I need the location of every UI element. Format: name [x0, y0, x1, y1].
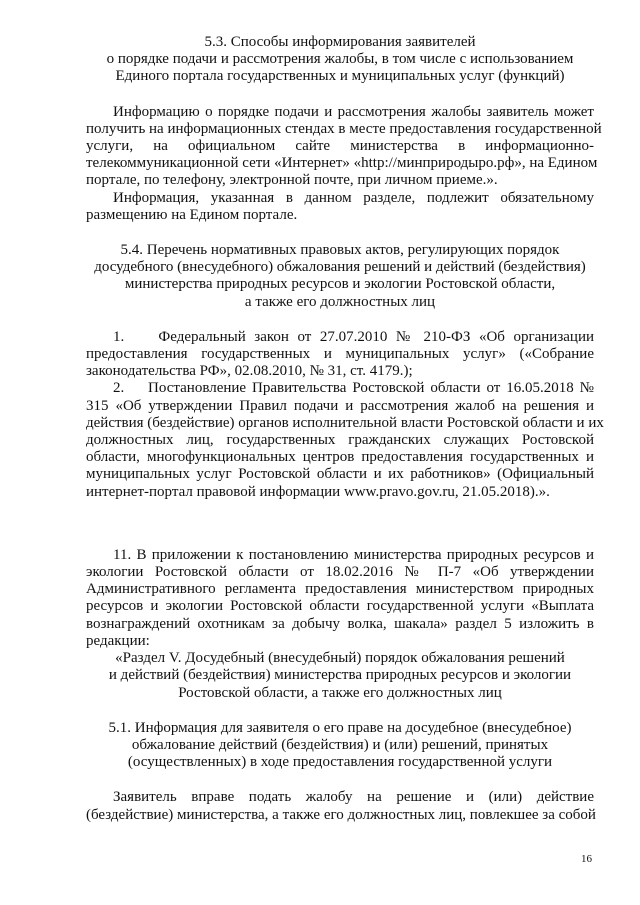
heading-line: 5.3. Способы информирования заявителей	[204, 34, 476, 50]
text-line: области, многофункциональных центров предоставления государственных и	[86, 449, 594, 466]
text-line: 315 «Об утверждении Правил подачи и рассмотрения жалоб на решения и	[86, 397, 594, 414]
text-line: Информацию о порядке подачи и рассмотрения жалобы заявитель может	[113, 103, 594, 120]
text-line: экологии Ростовской области от 18.02.2016 № П-7 «Об утверждении	[86, 564, 594, 581]
heading-line: 5.4. Перечень нормативных правовых актов, регулирующих порядок	[120, 242, 560, 259]
text-line: предоставления государственных и муниципальных услуг» («Собрание	[86, 346, 594, 363]
text-line: портале, по телефону, электронной почте, при личном приеме.».	[86, 172, 498, 189]
text-line: Информация, указанная в данном разделе, подлежит обязательному	[113, 189, 594, 206]
text-line: (бездействие) министерства, а также его должностных лиц, повлекшее за собой	[86, 806, 596, 823]
text-line: 11. В приложении к постановлению министерства природных ресурсов и	[113, 546, 594, 563]
heading-line: министерства природных ресурсов и экологии Ростовской области,	[124, 276, 556, 293]
text-line: получить на информационных стендах в месте предоставления государственной	[86, 120, 602, 137]
text-line: Заявитель вправе подать жалобу на решение и (или) действие	[113, 789, 594, 806]
text-line: действия (бездействие) органов исполнительной власти Ростовской области и их	[86, 414, 604, 431]
section-5-4-heading	[86, 242, 594, 311]
legal-act-item-2	[86, 380, 604, 500]
heading-line: Ростовской области, а также его должностных лиц	[178, 684, 502, 701]
text-line: телекоммуникационной сети «Интернет» «http://минприродыро.рф», на Едином	[86, 155, 598, 172]
section-5-3-paragraph-2	[86, 190, 594, 224]
text-line: должностных лиц, государственных гражданских служащих Ростовской	[86, 432, 594, 449]
text-line: 1. Федеральный закон от 27.07.2010 № 210-ФЗ «Об организации	[113, 328, 594, 345]
section-5-1-heading	[86, 720, 594, 772]
heading-line: о порядке подачи и рассмотрения жалобы, в том числе с использованием	[106, 51, 574, 68]
heading-line: обжалование действий (бездействия) и (или) решений, принятых	[131, 736, 549, 753]
heading-line: «Раздел V. Досудебный (внесудебный) порядок обжалования решений	[115, 650, 565, 667]
text-line: ресурсов и экологии Ростовской области государственной услуги «Выплата	[86, 598, 594, 615]
legal-act-item-1	[86, 329, 594, 381]
heading-line: и действий (бездействия) министерства природных ресурсов и экологии	[108, 667, 572, 684]
heading-line: (осуществленных) в ходе предоставления государственной услуги	[127, 754, 553, 771]
heading-line: досудебного (внесудебного) обжалования решений и действий (бездействия)	[94, 259, 586, 276]
text-line: редакции:	[86, 632, 150, 649]
heading-line: 5.1. Информация для заявителя о его праве на досудебное (внесудебное)	[108, 719, 572, 736]
point-11-paragraph	[86, 547, 594, 650]
page-number: 16	[581, 853, 592, 865]
text-line: интернет-портал правовой информации www.pravo.gov.ru, 21.05.2018).».	[86, 483, 550, 500]
text-line: вознаграждений охотникам за добычу волка, шакала» раздел 5 изложить в	[86, 615, 594, 632]
text-line: 2. Постановление Правительства Ростовской области от 16.05.2018 №	[113, 380, 594, 397]
text-line: размещению на Едином портале.	[86, 206, 298, 223]
section-5-3-heading	[86, 34, 594, 86]
section-5-3-paragraph-1	[86, 103, 602, 190]
section-v-heading	[86, 650, 594, 702]
heading-line: а также его должностных лиц	[244, 293, 436, 310]
section-5-1-paragraph	[86, 789, 594, 823]
text-line: Административного регламента предоставления министерством природных	[86, 581, 594, 598]
heading-line: Единого портала государственных и муниципальных услуг (функций)	[115, 68, 565, 85]
text-line: услуги, на официальном сайте министерства в информационно-	[86, 138, 594, 155]
text-line: муниципальных услуг Ростовской области и их работников» (Официальный	[86, 466, 594, 483]
text-line: законодательства РФ», 02.08.2010, № 31, ст. 4179.);	[86, 363, 413, 380]
